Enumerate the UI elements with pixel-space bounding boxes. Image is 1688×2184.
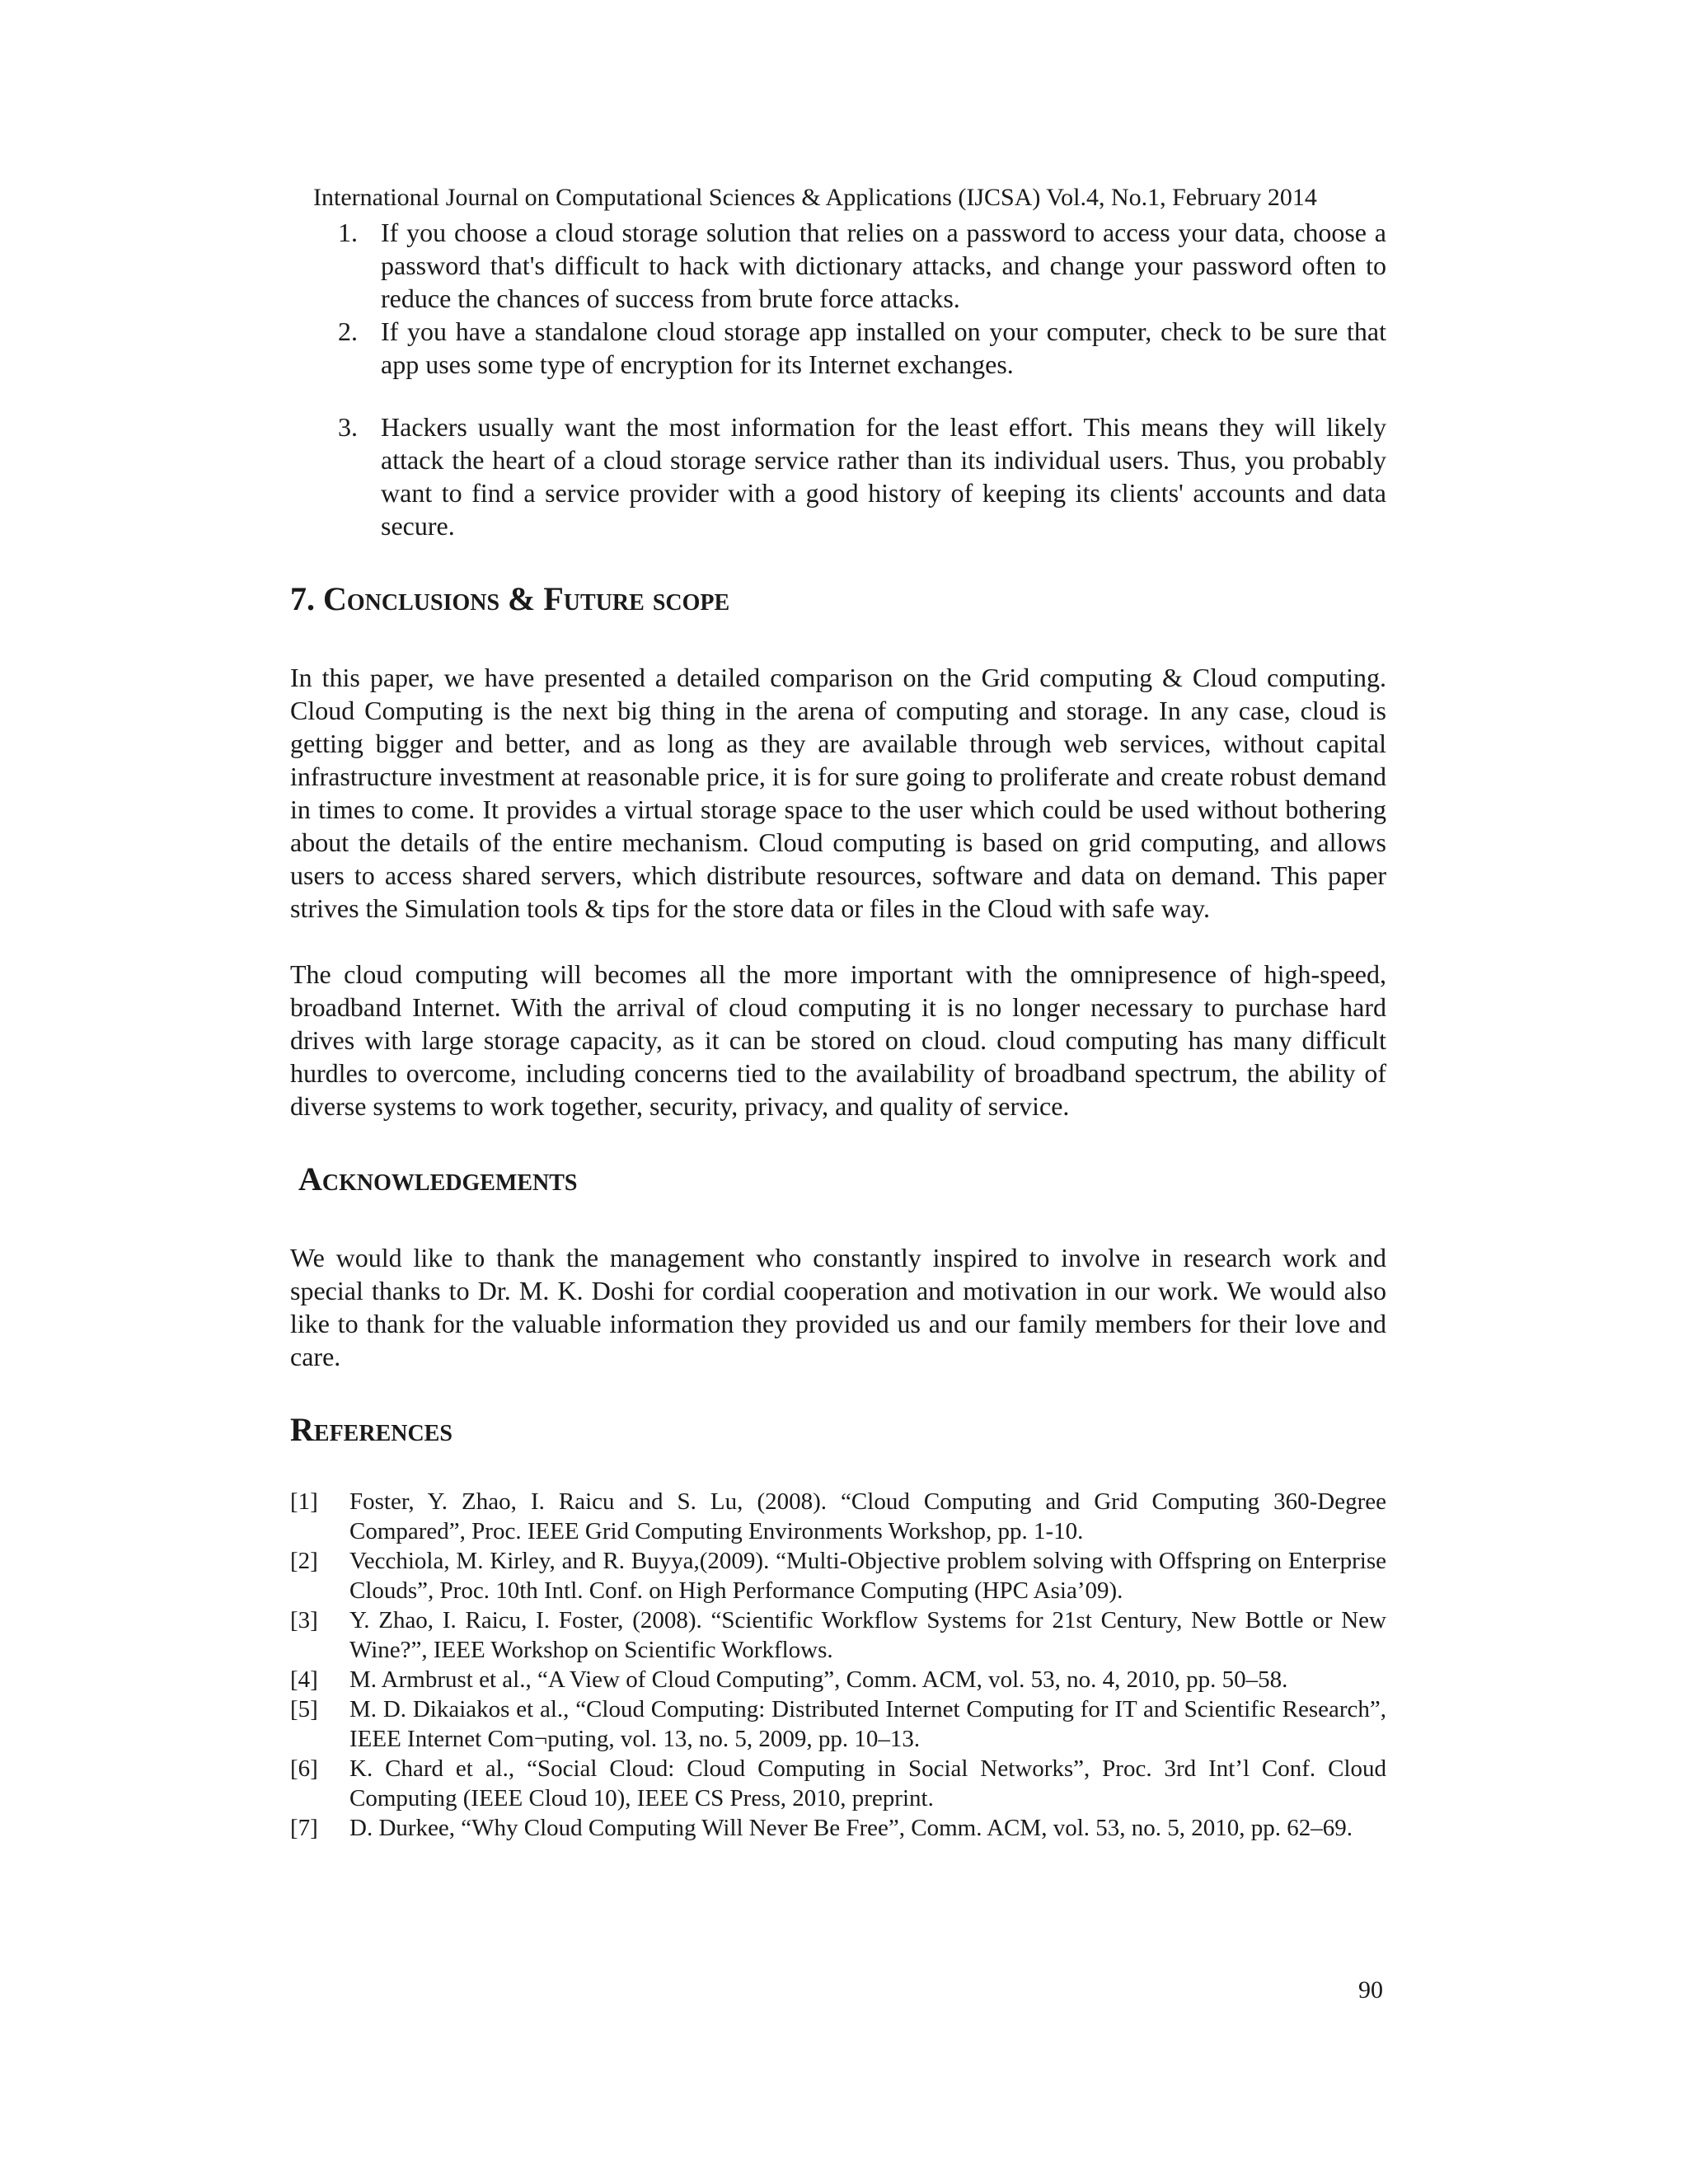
list-item-number: 1. xyxy=(338,218,358,247)
page-number: 90 xyxy=(1358,1976,1383,2004)
conclusions-paragraph-2: The cloud computing will becomes all the more important with the omnipresence of high-speed, broadband Internet. With the arrival of cloud computing it is no longer necessary to purchase hard drives with large storage capacity, as it can be stored on cloud. cloud computing has many difficult hurdles to overcome, including concerns tied to the availability of broadband spectrum, the ability of diverse systems to work together, security, privacy, and quality of service. xyxy=(290,959,1386,1121)
reference-item xyxy=(290,1694,1386,1754)
list-item-text: If you choose a cloud storage solution that relies on a password to access your data, choose a password that's difficult to hack with dictionary attacks, and change your password often to reduce the chances of success from brute force attacks. xyxy=(381,218,1386,313)
list-item xyxy=(290,410,1386,542)
journal-header: International Journal on Computational Sciences & Applications (IJCSA) Vol.4, No.1, February 2014 xyxy=(313,184,1317,211)
reference-number: [6] xyxy=(290,1755,318,1782)
reference-text: D. Durkee, “Why Cloud Computing Will Never Be Free”, Comm. ACM, vol. 53, no. 5, 2010, pp. 62–69. xyxy=(349,1815,1353,1841)
reference-item xyxy=(290,1487,1386,1546)
reference-number: [1] xyxy=(290,1488,318,1515)
reference-item xyxy=(290,1813,1386,1843)
acknowledgements-paragraph: We would like to thank the management who constantly inspired to involve in research work and special thanks to Dr. M. K. Doshi for cordial cooperation and motivation in our work. We would also like to thank for the valuable information they provided us and our family members for their love and care. xyxy=(290,1243,1386,1371)
list-item-text: If you have a standalone cloud storage app installed on your computer, check to be sure that app uses some type of encryption for its Internet exchanges. xyxy=(381,316,1386,379)
reference-number: [2] xyxy=(290,1548,318,1574)
reference-text: Foster, Y. Zhao, I. Raicu and S. Lu, (2008). “Cloud Computing and Grid Computing 360-Degree Compared”, Proc. IEEE Grid Computing Environments Workshop, pp. 1-10. xyxy=(349,1488,1386,1544)
reference-item xyxy=(290,1665,1386,1694)
reference-text: Y. Zhao, I. Raicu, I. Foster, (2008). “Scientific Workflow Systems for 21st Century, New Bottle or New Wine?”, IEEE Workshop on Scientific Workflows. xyxy=(349,1607,1386,1663)
reference-number: [4] xyxy=(290,1666,318,1693)
list-item-number: 2. xyxy=(338,316,358,346)
reference-number: [3] xyxy=(290,1607,318,1633)
list-item xyxy=(290,315,1386,381)
reference-number: [7] xyxy=(290,1815,318,1841)
reference-item xyxy=(290,1605,1386,1665)
reference-number: [5] xyxy=(290,1696,318,1722)
references-list xyxy=(290,1487,1386,1843)
reference-text: Vecchiola, M. Kirley, and R. Buyya,(2009). “Multi-Objective problem solving with Offspring on Enterprise Clouds”, Proc. 10th Intl. Conf. on High Performance Computing (HPC Asia’09). xyxy=(349,1548,1386,1604)
list-item xyxy=(290,216,1386,315)
section-title: Conclusions & Future scope xyxy=(323,580,730,617)
reference-item xyxy=(290,1754,1386,1813)
list-item-number: 3. xyxy=(338,412,358,442)
reference-text: M. D. Dikaiakos et al., “Cloud Computing: Distributed Internet Computing for IT and Scientific Research”, IEEE Internet Com¬puting, vol. 13, no. 5, 2009, pp. 10–13. xyxy=(349,1696,1386,1752)
section-title: Acknowledgements xyxy=(298,1160,578,1197)
reference-item xyxy=(290,1546,1386,1605)
section-number: 7. xyxy=(290,580,315,617)
section-title: References xyxy=(290,1411,452,1448)
list-item-text: Hackers usually want the most information for the least effort. This means they will likely attack the heart of a cloud storage service rather than its individual users. Thus, you probably want to find a service provider with a good history of keeping its clients' accounts and data secure. xyxy=(381,412,1386,541)
security-tips-list xyxy=(290,216,1386,542)
reference-text: K. Chard et al., “Social Cloud: Cloud Computing in Social Networks”, Proc. 3rd Int’l Conf. Cloud Computing (IEEE Cloud 10), IEEE CS Press, 2010, preprint. xyxy=(349,1755,1386,1811)
conclusions-heading xyxy=(290,579,1386,620)
page-content xyxy=(290,216,1386,1856)
conclusions-paragraph-1: In this paper, we have presented a detailed comparison on the Grid computing & Cloud computing. Cloud Computing is the next big thing in the arena of computing and storage. In any case, cloud is getting bigger and better, and as long as they are available through web services, without capital infrastructure investment at reasonable price, it is for sure going to proliferate and create robust demand in times to come. It provides a virtual storage space to the user which could be used without bothering about the details of the entire mechanism. Cloud computing is based on grid computing, and allows users to access shared servers, which distribute resources, software and data on demand. This paper strives the Simulation tools & tips for the store data or files in the Cloud with safe way. xyxy=(290,663,1386,923)
references-heading xyxy=(290,1409,1386,1451)
reference-text: M. Armbrust et al., “A View of Cloud Computing”, Comm. ACM, vol. 53, no. 4, 2010, pp. 50–58. xyxy=(349,1666,1288,1693)
acknowledgements-heading xyxy=(290,1159,1386,1200)
